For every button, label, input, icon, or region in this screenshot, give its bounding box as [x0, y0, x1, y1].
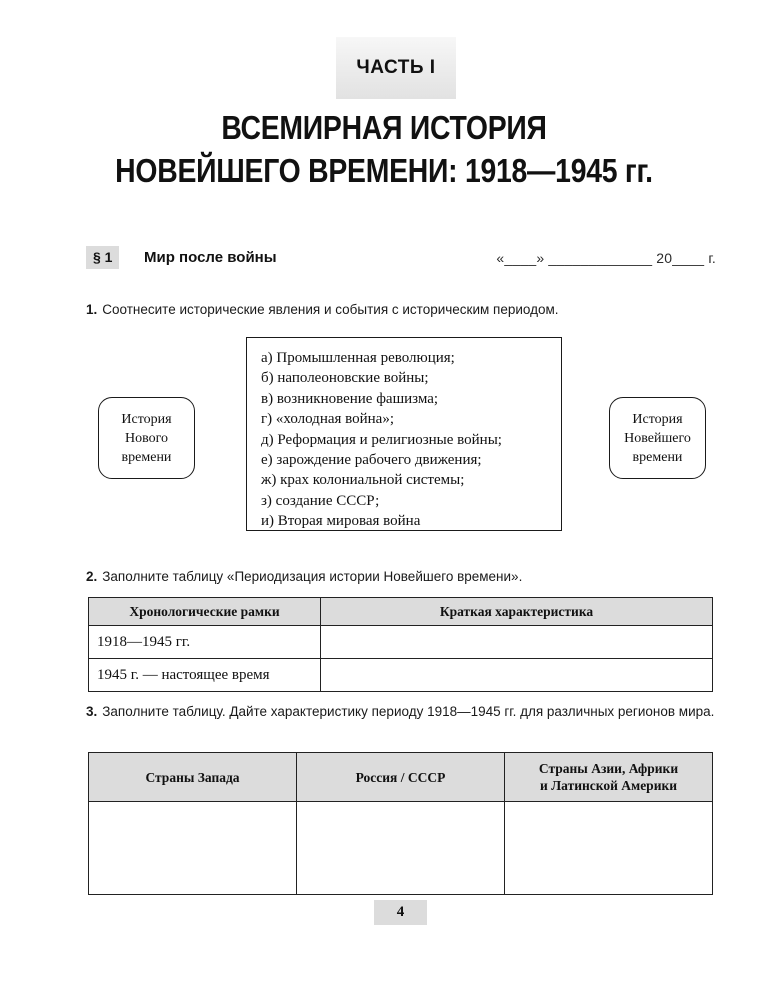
cell-answer-russia[interactable] — [297, 802, 505, 895]
section-number-badge: § 1 — [86, 246, 119, 269]
list-item[interactable]: а) Промышленная революция; — [261, 350, 455, 366]
table-header-row — [89, 598, 713, 626]
column-header-description: Краткая характеристика — [321, 598, 713, 626]
part-badge — [336, 37, 456, 99]
list-item[interactable]: б) наполеоновские войны; — [261, 370, 429, 387]
column-header-chronology: Хронологические рамки — [89, 598, 321, 626]
task-1-number: 1. — [86, 302, 98, 317]
period-left-line-2: Нового — [124, 430, 168, 446]
list-item[interactable]: и) Вторая мировая война — [261, 513, 421, 530]
task-1 — [86, 299, 706, 320]
cell-answer-1[interactable] — [321, 626, 713, 659]
period-box-modern-history[interactable] — [609, 397, 706, 479]
part-badge-label: ЧАСТЬ I — [356, 57, 436, 78]
list-item[interactable]: е) зарождение рабочего движения; — [261, 452, 482, 469]
page-title-line-2: НОВЕЙШЕГО ВРЕМЕНИ: 1918—1945 гг. — [115, 152, 653, 189]
table-row — [89, 659, 713, 692]
cell-period-2: 1945 г. — настоящее время — [89, 659, 321, 692]
list-item[interactable]: ж) крах колониальной системы; — [261, 472, 465, 489]
period-right-line-2: Новейшего — [624, 430, 691, 446]
section-title: Мир после войны — [144, 249, 277, 266]
task-2-text: Заполните таблицу «Периодизация истории Новейшего времени». — [102, 569, 523, 584]
section-header — [86, 246, 716, 270]
table-row — [89, 802, 713, 895]
column-header-line-1: Страны Азии, Африки — [538, 761, 679, 776]
matching-diagram — [86, 334, 718, 546]
task-2-number: 2. — [86, 569, 98, 584]
column-header-west: Страны Запада — [89, 753, 297, 802]
page-number-label: 4 — [396, 904, 405, 920]
page-title-line-1: ВСЕМИРНАЯ ИСТОРИЯ — [221, 109, 547, 146]
column-header-line-2: и Латинской Америки — [539, 778, 678, 793]
period-box-new-history[interactable] — [98, 397, 195, 479]
column-header-russia: Россия / СССР — [297, 753, 505, 802]
list-item[interactable]: в) возникновение фашизма; — [261, 390, 439, 407]
regions-table — [88, 752, 713, 895]
events-list-box — [246, 337, 562, 531]
task-3-number: 3. — [86, 704, 98, 719]
cell-answer-2[interactable] — [321, 659, 713, 692]
task-1-text: Соотнесите исторические явления и события с историческим периодом. — [102, 302, 559, 317]
table-row — [89, 626, 713, 659]
table-header-row — [89, 753, 713, 802]
task-3 — [86, 701, 718, 722]
period-right-line-3: времени — [632, 449, 683, 465]
periodization-table — [88, 597, 713, 692]
column-header-asia-africa-latin — [505, 753, 713, 802]
period-left-line-3: времени — [121, 449, 172, 465]
cell-answer-asia[interactable] — [505, 802, 713, 895]
list-item[interactable]: з) создание СССР; — [261, 492, 380, 509]
page-number — [374, 900, 427, 925]
cell-answer-west[interactable] — [89, 802, 297, 895]
cell-period-1: 1918—1945 гг. — [89, 626, 321, 659]
list-item[interactable]: г) «холодная война»; — [261, 411, 395, 428]
period-right-line-1: История — [632, 411, 683, 427]
task-2 — [86, 566, 706, 587]
period-left-line-1: История — [121, 411, 172, 427]
list-item[interactable]: д) Реформация и религиозные войны; — [261, 431, 502, 448]
page-title — [54, 106, 714, 192]
date-fill-line[interactable]: «____» _____________ 20____ г. — [496, 250, 716, 266]
task-3-text: Заполните таблицу. Дайте характеристику периоду 1918—1945 гг. для различных регионов мира. — [102, 704, 715, 719]
